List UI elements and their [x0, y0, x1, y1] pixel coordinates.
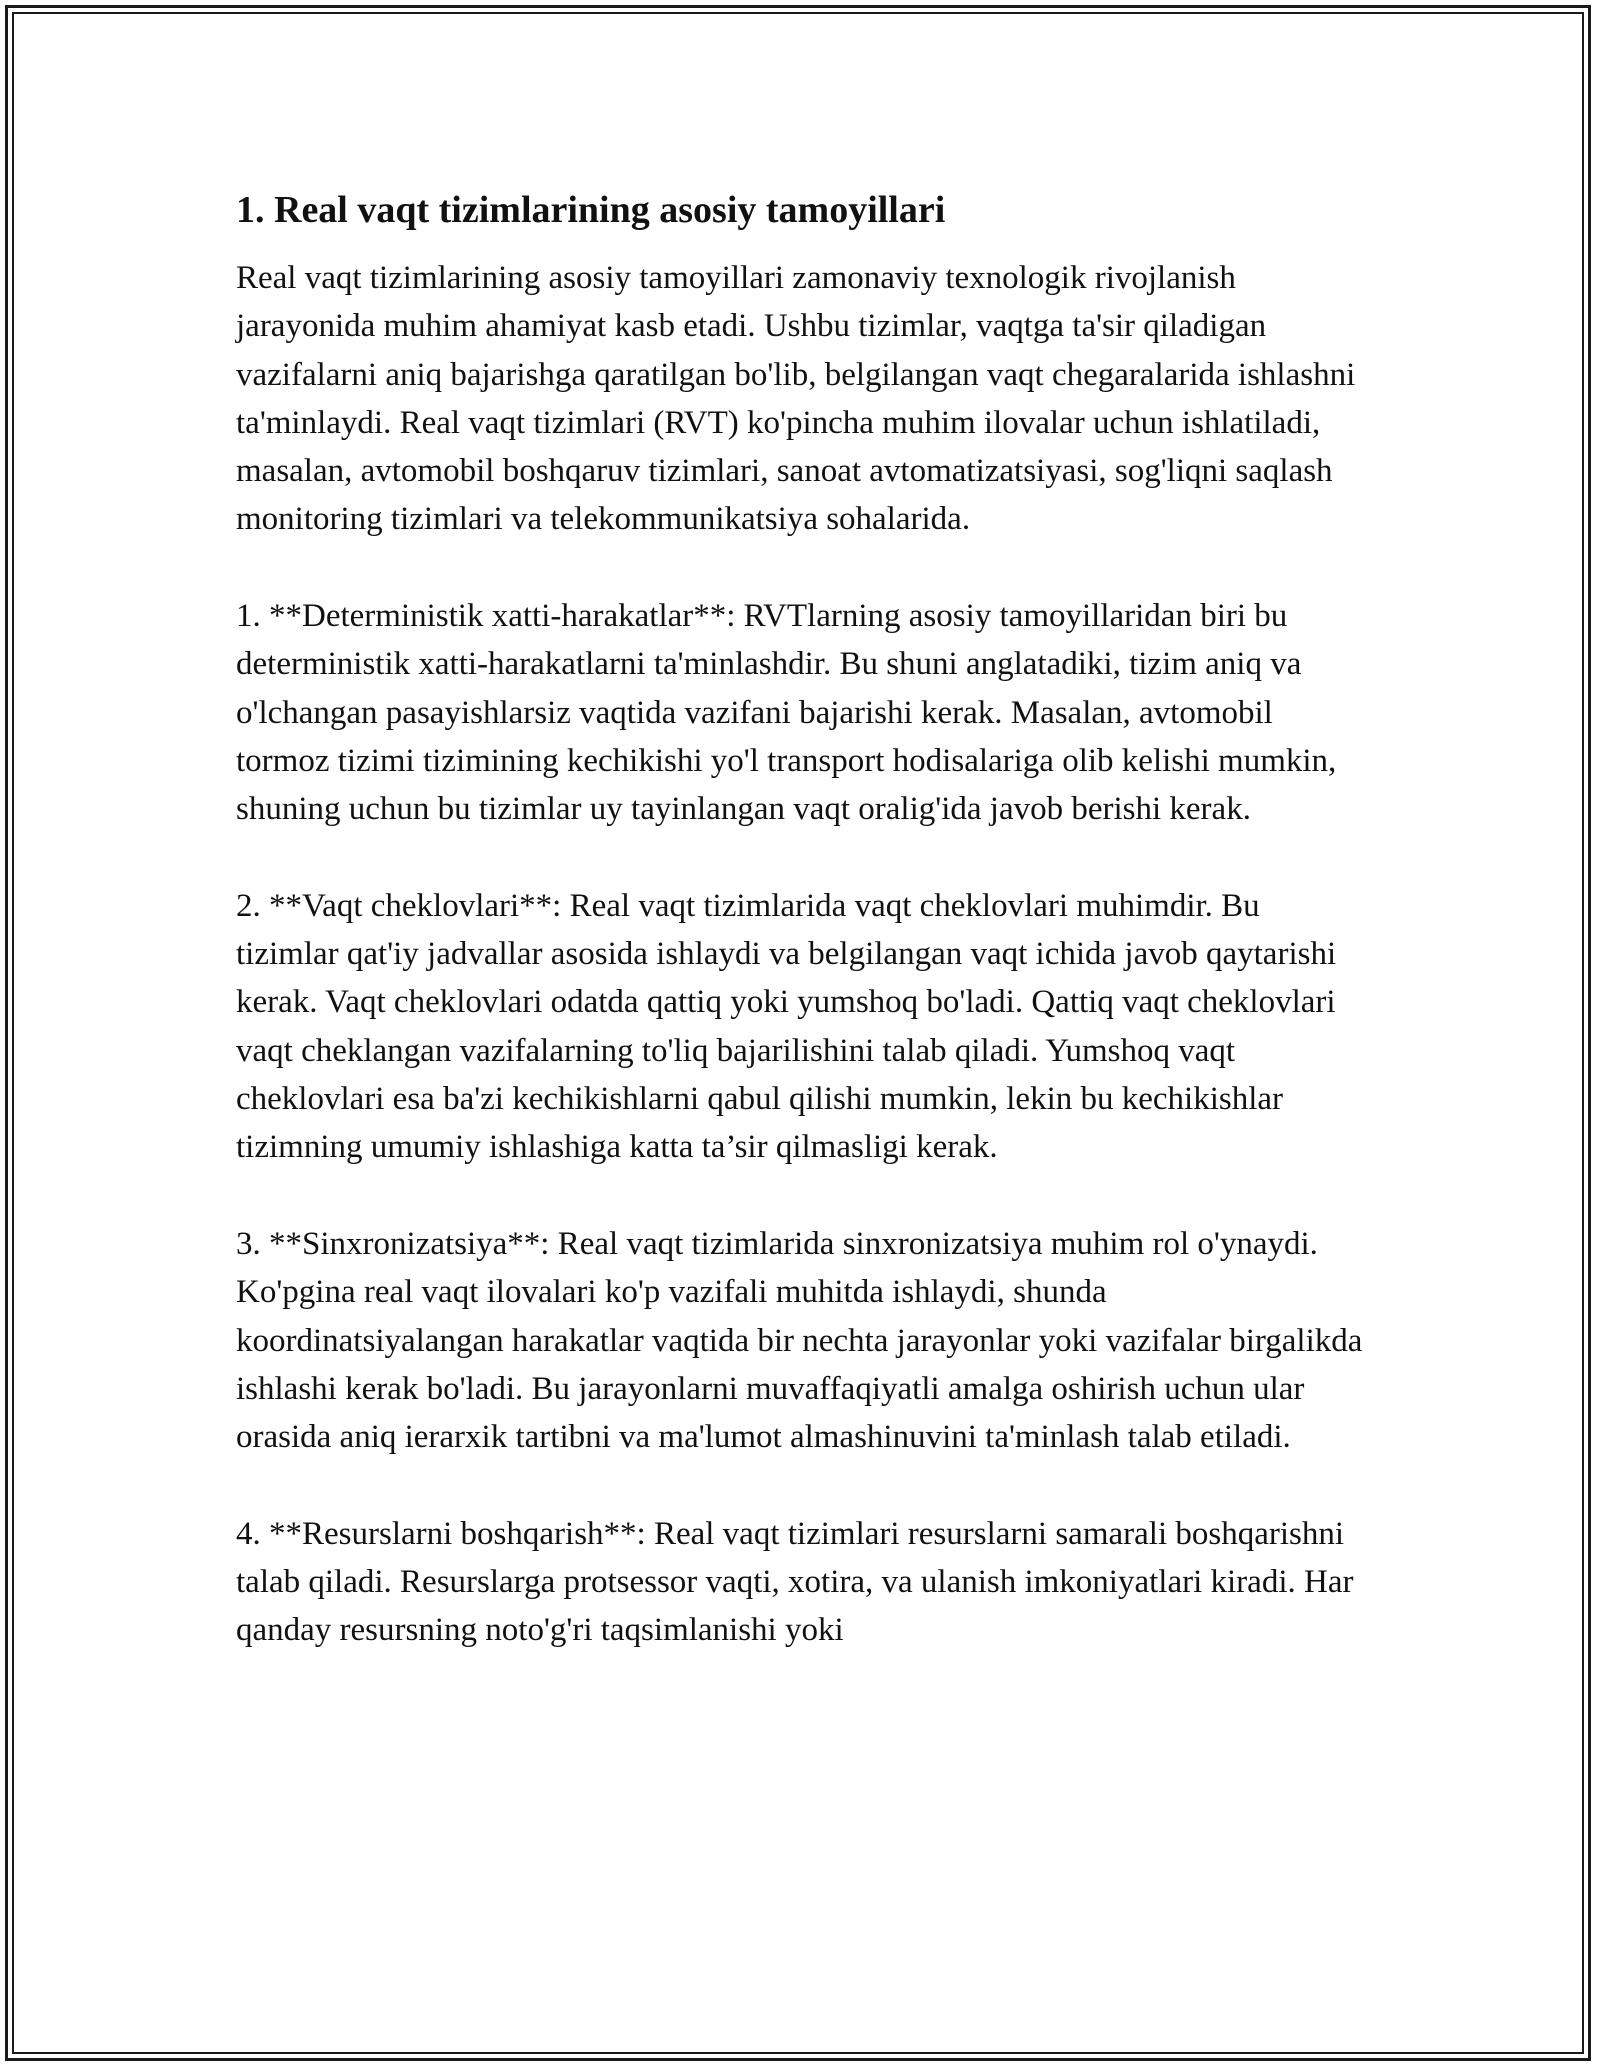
paragraph-synchronization: 3. **Sinxronizatsiya**: Real vaqt tizimlarida sinxronizatsiya muhim rol o'ynaydi. Ko'pgina real vaqt ilovalari ko'p vazifali muhitda ishlaydi, shunda koordinatsiyalangan harakatlar vaqtida bir nechta jarayonlar yoki vazifalar birgalikda ishlashi kerak bo'ladi. Bu jarayonlarni muvaffaqiyatli amalga oshirish uchun ular orasida aniq ierarxik tartibni va ma'lumot almashinuvini ta'minlash talab etiladi.: [236, 1225, 1363, 1456]
paragraph-time-constraints: 2. **Vaqt cheklovlari**: Real vaqt tizimlarida vaqt cheklovlari muhimdir. Bu tizimlar qat'iy jadvallar asosida ishlaydi va belgilangan vaqt ichida javob qaytarishi kerak. Vaqt cheklovlari odatda qattiq yoki yumshoq bo'ladi. Qattiq vaqt cheklovlari vaqt cheklangan vazifalarning to'liq bajarilishini talab qiladi. Yumshoq vaqt cheklovlari esa ba'zi kechikishlarni qabul qilishi mumkin, lekin bu kechikishlar tizimning umumiy ishlashiga katta ta’sir qilmasligi kerak.: [236, 887, 1337, 1166]
paragraph-resource-management: 4. **Resurslarni boshqarish**: Real vaqt tizimlari resurslarni samarali boshqarishni talab qiladi. Resurslarga protsessor vaqti, xotira, va ulanish imkoniyatlari kiradi. Har qanday resursning noto'g'ri taqsimlanishi yoki: [236, 1515, 1354, 1649]
intro-paragraph: Real vaqt tizimlarining asosiy tamoyillari zamonaviy texnologik rivojlanish jarayonida muhim ahamiyat kasb etadi. Ushbu tizimlar, vaqtga ta'sir qiladigan vazifalarni aniq bajarishga qaratilgan bo'lib, belgilangan vaqt chegaralarida ishlashni ta'minlaydi. Real vaqt tizimlari (RVT) ko'pincha muhim ilovalar uchun ishlatiladi, masalan, avtomobil boshqaruv tizimlari, sanoat avtomatizatsiyasi, sog'liqni saqlash monitoring tizimlari va telekommunikatsiya sohalarida.: [236, 260, 1356, 538]
paragraph-deterministic-behavior: 1. **Deterministik xatti-harakatlar**: RVTlarning asosiy tamoyillaridan biri bu deterministik xatti-harakatlarni ta'minlashdir. Bu shuni anglatadiki, tizim aniq va o'lchangan pasayishlarsiz vaqtida vazifani bajarishi kerak. Masalan, avtomobil tormoz tizimi tizimining kechikishi yo'l transport hodisalariga olib kelishi mumkin, shuning uchun bu tizimlar uy tayinlangan vaqt oralig'ida javob berishi kerak.: [236, 598, 1337, 828]
document-body: [236, 186, 1366, 1655]
section-heading: 1. Real vaqt tizimlarining asosiy tamoyillari: [236, 189, 946, 231]
